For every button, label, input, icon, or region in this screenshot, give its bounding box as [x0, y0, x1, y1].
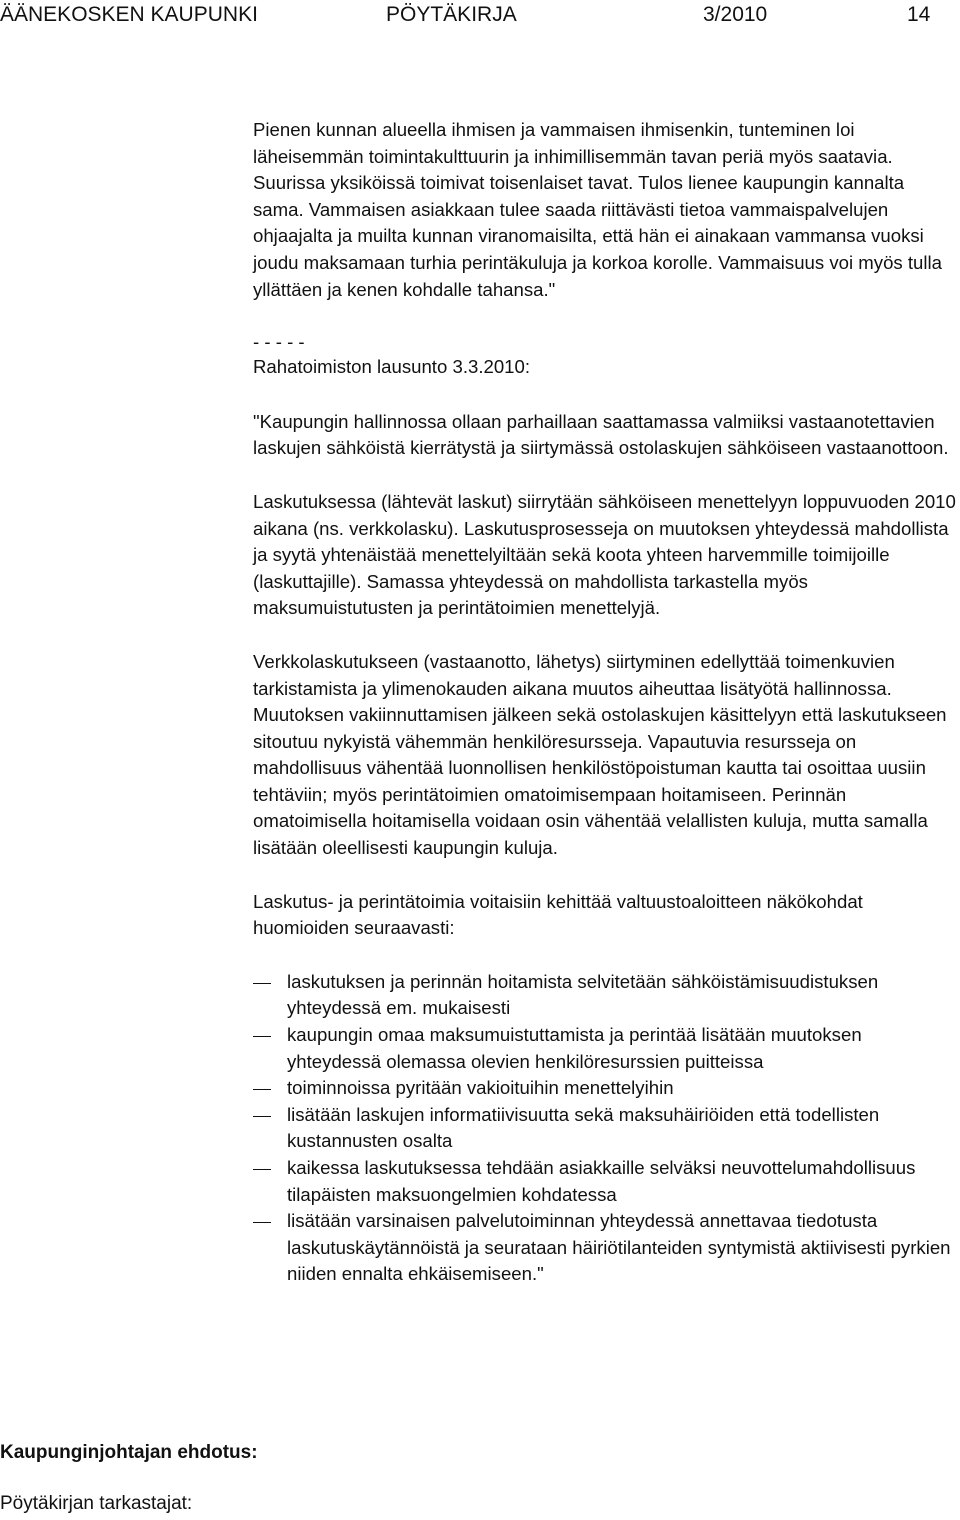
meeting-number: 3/2010: [703, 3, 768, 26]
minutes-checkers-label: Pöytäkirjan tarkastajat:: [0, 1493, 193, 1514]
paragraph-development-intro: Laskutus- ja perintätoimia voitaisiin kehittää valtuustoaloitteen näkökohdat huomioiden seuraavasti:: [253, 890, 863, 939]
list-item-text: laskutuksen ja perinnän hoitamista selvitetään sähköistämisuudistuksen yhteydessä em. mukaisesti: [287, 970, 879, 1019]
list-item: [253, 1075, 958, 1102]
list-item-text: kaikessa laskutuksessa tehdään asiakkaille selväksi neuvottelumahdollisuus tilapäisten maksuongelmien kohdatessa: [287, 1157, 916, 1205]
statement-heading: Rahatoimiston lausunto 3.3.2010:: [253, 356, 531, 378]
dash-bullet-icon: [253, 1089, 271, 1090]
page-header: [0, 0, 960, 32]
list-item-text: lisätään varsinaisen palvelutoiminnan yhteydessä annettavaa tiedotusta laskutuskäytännöistä ja seurataan häiriötilanteiden syntymistä aktiivisesti pyrkien niiden ennalta ehkäisemiseen.": [287, 1210, 951, 1285]
dash-bullet-icon: [253, 983, 271, 984]
list-item: [253, 1022, 958, 1075]
list-item-text: lisätään laskujen informatiivisuutta sekä maksuhäiriöiden että todellisten kustannusten osalta: [287, 1103, 880, 1152]
dash-bullet-icon: [253, 1222, 271, 1223]
paragraph-invoicing: Laskutuksessa (lähtevät laskut) siirrytään sähköiseen menettelyyn loppuvuoden 2010 aikana (ns. verkkolasku). Laskutusprosesseja on muutoksen yhteydessä mahdollista ja syytä yhtenäistää menettelyiltään sekä koota yhteen harvemmille toimijoille (laskuttajille). Samassa yhteydessä on mahdollista tarkastella myös maksumuistutusten ja perintätoimien menettelyjä.: [253, 490, 956, 619]
paragraph-electronic-invoices: "Kaupungin hallinnossa ollaan parhaillaan saattamassa valmiiksi vastaanotettavien laskujen sähköistä kierrätystä ja siirtymässä ostolaskujen sähköiseen vastaanottoon.: [253, 410, 949, 459]
dash-bullet-icon: [253, 1036, 271, 1037]
paragraph-quote-end: Pienen kunnan alueella ihmisen ja vammaisen ihmisenkin, tunteminen loi läheisemmän toimintakulttuurin ja inhimillisemmän tavan periä myös saatavia. Suurissa yksiköissä toimivat toisenlaiset tavat. Tulos lienee kaupungin kannalta sama. Vammaisen asiakkaan tulee saada riittävästi tietoa vammaispalvelujen ohjaajalta ja muilta kunnan viranomaisilta, että hän ei ainakaan vammansa vuoksi joudu maksamaan turhia perintäkuluja ja korkoa korolle. Vammaisuus voi myös tulla yllättäen ja kenen kohdalle tahansa.": [253, 119, 942, 300]
organization-name: ÄÄNEKOSKEN KAUPUNKI: [0, 3, 258, 26]
list-item-text: toiminnoissa pyritään vakioituihin menettelyihin: [287, 1077, 674, 1099]
paragraph-e-invoicing-transition: Verkkolaskutukseen (vastaanotto, lähetys) siirtyminen edellyttää toimenkuvien tarkistamista ja ylimenokauden aikana muutos aiheuttaa lisätyötä hallinnossa. Muutoksen vakiinnuttamisen jälkeen sekä ostolaskujen käsittelyyn että laskutukseen sitoutuu nykyistä vähemmän henkilöresursseja. Vapautuvia resursseja on mahdollisuus vähentää luonnollisen henkilöstöpoistuman kautta tai osoittaa uusiin tehtäviin; myös perintätoimien omatoimisempaan hoitamiseen. Perinnän omatoimisella hoitamisella voidaan osin vähentää velallisten kuluja, mutta samalla lisätään oleellisesti kaupungin kuluja.: [253, 650, 947, 859]
list-item: [253, 1208, 958, 1288]
document-type: PÖYTÄKIRJA: [386, 3, 517, 26]
dash-bullet-icon: [253, 1116, 271, 1117]
list-item: [253, 1155, 958, 1208]
separator-line: - - - - -: [253, 331, 305, 353]
list-item-text: kaupungin omaa maksumuistuttamista ja perintää lisätään muutoksen yhteydessä olemassa olevien henkilöresurssien puitteissa: [287, 1024, 862, 1072]
development-list: [253, 969, 958, 1288]
dash-bullet-icon: [253, 1169, 271, 1170]
page-number: 14: [907, 3, 931, 26]
document-body: [253, 117, 958, 1288]
proposal-label: Kaupunginjohtajan ehdotus:: [0, 1442, 258, 1463]
list-item: [253, 1102, 958, 1155]
list-item: [253, 969, 958, 1022]
